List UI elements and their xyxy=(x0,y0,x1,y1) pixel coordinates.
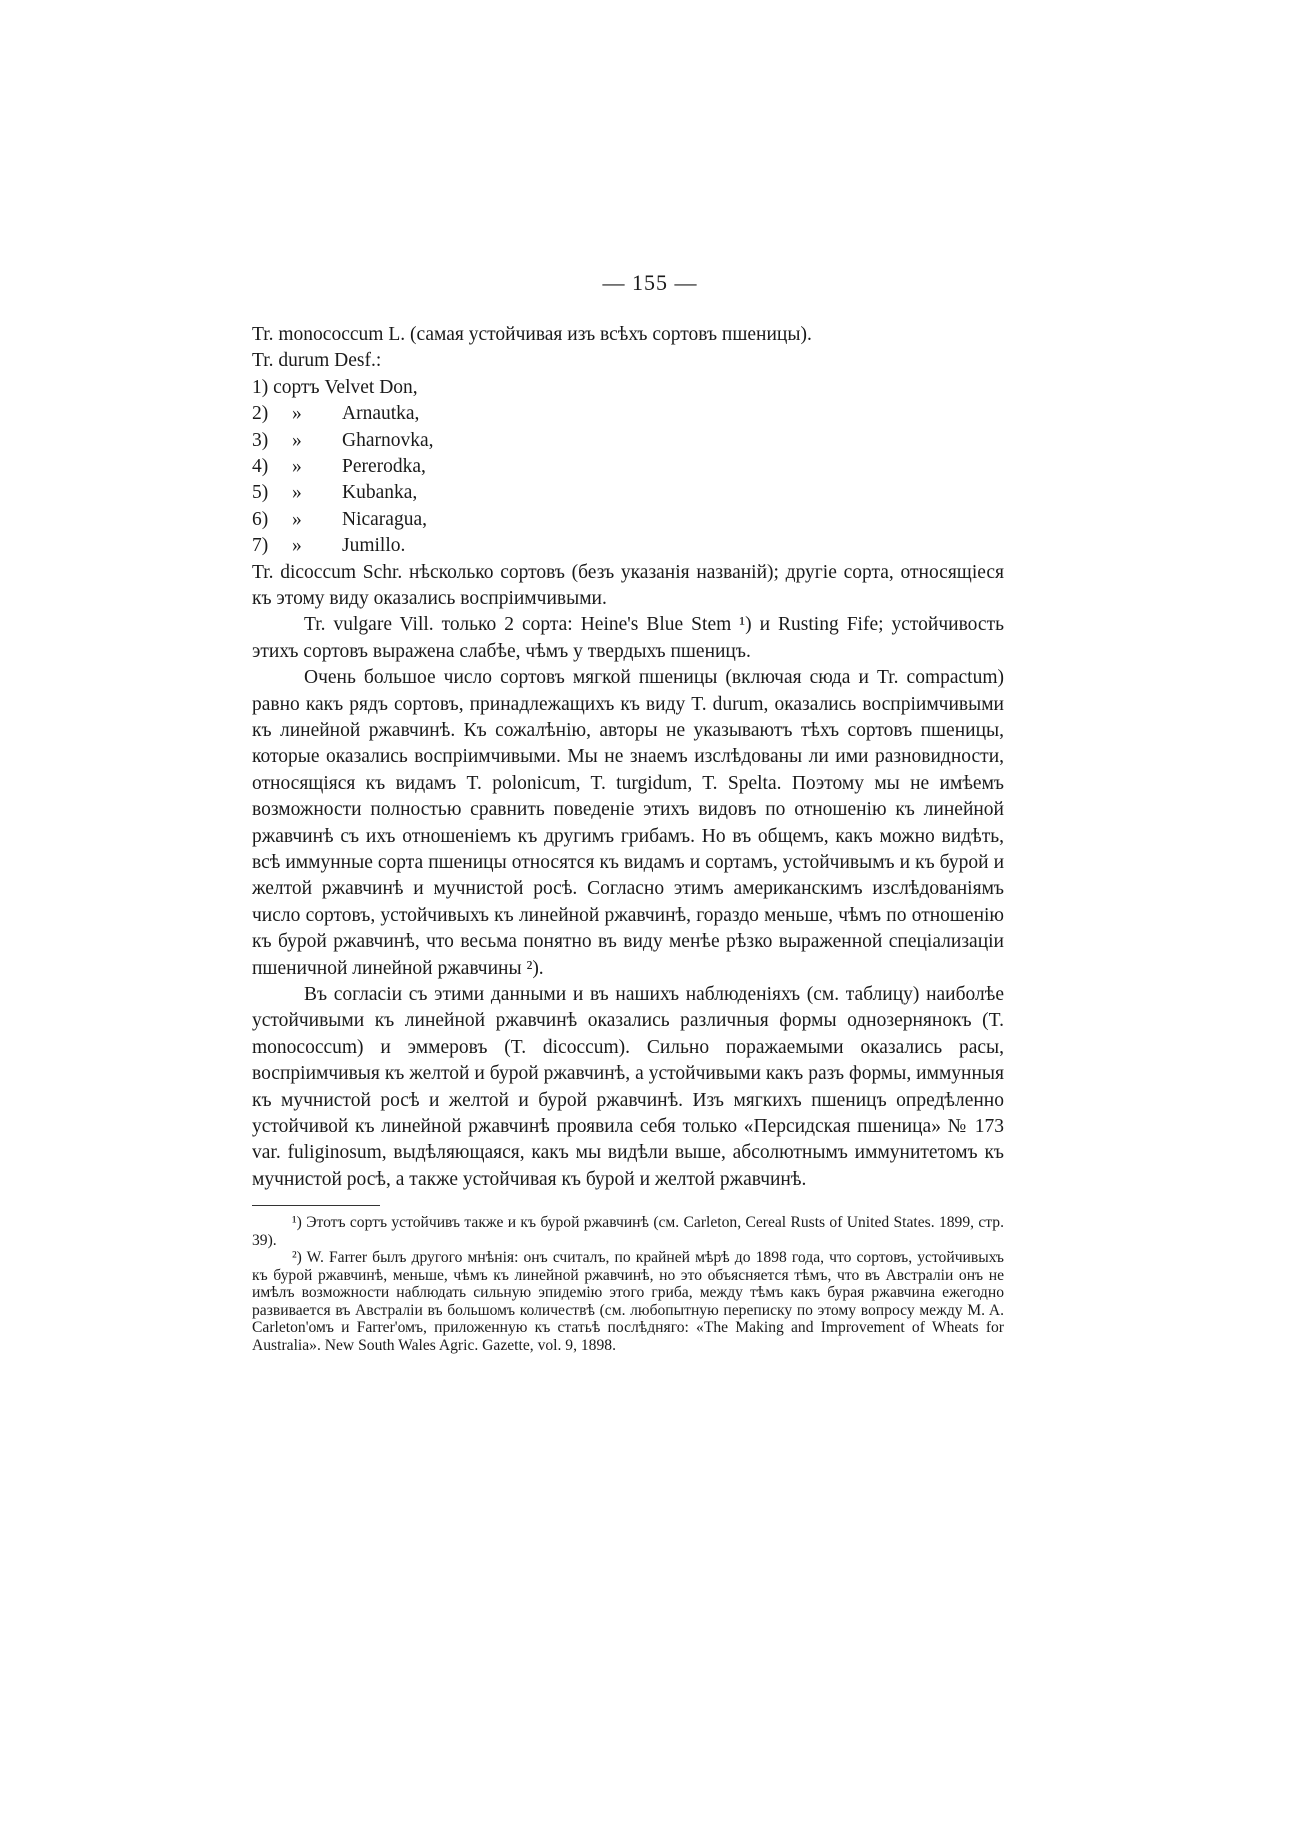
footnote-2: ²) W. Farrer былъ другого мнѣнія: онъ считалъ, по крайней мѣрѣ до 1898 года, что сортовъ, устойчивыхъ къ бурой ржавчинѣ, меньше, чѣмъ къ линейной ржавчинѣ, но это объясняется тѣмъ, что въ Австраліи онъ не имѣлъ возможности наблюдать сильную эпидемію этого гриба, между тѣмъ какъ бурая ржавчина ежегодно развивается въ Австраліи въ большомъ количествѣ (см. любопытную переписку по этому вопросу между M. A. Carleton'омъ и Farrer'омъ, приложенную къ статьѣ послѣдняго: «The Making and Improvement of Wheats for Australia». New South Wales Agric. Gazette, vol. 9, 1898. xyxy=(252,1249,1004,1354)
durum-variety-1: 1) сортъ Velvet Don, xyxy=(252,376,418,398)
variety-name: Kubanka, xyxy=(342,482,418,504)
durum-variety-6 xyxy=(252,507,1004,533)
durum-variety-4 xyxy=(252,454,1004,480)
species-durum-heading: Tr. durum Desf.: xyxy=(252,350,382,372)
paragraph-our-observations: Въ согласіи съ этими данными и въ нашихъ наблюденіяхъ (см. таблицу) наиболѣе устойчивыми къ линейной ржавчинѣ оказались различныя формы однозернянокъ (T. monococcum) и эммеровъ (T. dicoccum). Сильно поражаемыми оказались расы, воспріимчивыя къ желтой и бурой ржавчинѣ, а устойчивыми какъ разъ формы, иммунныя къ мучнистой росѣ и желтой и бурой ржавчинѣ. Изъ мягкихъ пшеницъ опредѣленно устойчивой къ линейной ржавчинѣ проявила себя только «Персидская пшеница» № 173 var. fuliginosum, выдѣляющаяся, какъ мы видѣли выше, абсолютнымъ иммунитетомъ къ мучнистой росѣ, а также устойчивая къ бурой и желтой ржавчинѣ. xyxy=(252,984,1004,1190)
body-text xyxy=(252,322,1004,1354)
variety-number: 7) xyxy=(252,535,269,557)
ditto-mark: » xyxy=(292,455,302,477)
variety-name: Pererodka, xyxy=(342,455,426,477)
durum-variety-7 xyxy=(252,533,1004,559)
ditto-mark: » xyxy=(292,535,302,557)
ditto-mark: » xyxy=(292,482,302,504)
variety-number: 5) xyxy=(252,482,269,504)
durum-variety-5 xyxy=(252,480,1004,506)
durum-variety-3 xyxy=(252,428,1004,454)
ditto-mark: » xyxy=(292,403,302,425)
page-number: — 155 — xyxy=(602,270,698,295)
paragraph-soft-wheat: Очень большое число сортовъ мягкой пшеницы (включая сюда и Tr. compactum) равно какъ рядъ сортовъ, принадлежащихъ къ виду T. durum, оказались воспріимчивыми къ линейной ржавчинѣ. Къ сожалѣнію, авторы не указываютъ тѣхъ сортовъ пшеницы, которые оказались воспріимчивыми. Мы не знаемъ изслѣдованы ли ими разновидности, относящіяся къ видамъ T. polonicum, T. turgidum, T. Spelta. Поэтому мы не имѣемъ возможности полностью сравнить поведеніе этихъ видовъ по отношенію къ линейной ржавчинѣ съ ихъ отношеніемъ къ другимъ грибамъ. Но въ общемъ, какъ можно видѣть, всѣ иммунные сорта пшеницы относятся къ видамъ и сортамъ, устойчивымъ и къ бурой и желтой ржавчинѣ и мучнистой росѣ. Согласно этимъ американскимъ изслѣдованіямъ число сортовъ, устойчивыхъ къ линейной ржавчинѣ, гораздо меньше, чѣмъ по отношенію къ бурой ржавчинѣ, что весьма понятно въ виду менѣе рѣзко выраженной спеціализаціи пшеничной линейной ржавчины ²). xyxy=(252,667,1004,979)
durum-variety-2 xyxy=(252,401,1004,427)
footnote-divider xyxy=(252,1205,380,1206)
variety-name: Gharnovka, xyxy=(342,429,434,451)
species-monococcum-line: Tr. monococcum L. (самая устойчивая изъ всѣхъ сортовъ пшеницы). xyxy=(252,324,812,345)
variety-name: Nicaragua, xyxy=(342,508,427,530)
variety-name: Jumillo. xyxy=(342,535,406,557)
variety-number: 3) xyxy=(252,429,269,451)
variety-number: 6) xyxy=(252,508,269,530)
footnote-1: ¹) Этотъ сортъ устойчивъ также и къ бурой ржавчинѣ (см. Carleton, Cereal Rusts of United States. 1899, стр. 39). xyxy=(252,1214,1004,1249)
paragraph-vulgare: Tr. vulgare Vill. только 2 сорта: Heine's Blue Stem ¹) и Rusting Fife; устойчивость этихъ сортовъ выражена слабѣе, чѣмъ у твердыхъ пшеницъ. xyxy=(252,614,1004,662)
ditto-mark: » xyxy=(292,508,302,530)
ditto-mark: » xyxy=(292,429,302,451)
variety-number: 2) xyxy=(252,403,269,425)
paragraph-dicoccum: Tr. dicoccum Schr. нѣсколько сортовъ (безъ указанія названій); другіе сорта, относящіеся къ этому виду оказались воспріимчивыми. xyxy=(252,561,1004,609)
variety-number: 4) xyxy=(252,455,269,477)
variety-name: Arnautka, xyxy=(342,403,420,425)
